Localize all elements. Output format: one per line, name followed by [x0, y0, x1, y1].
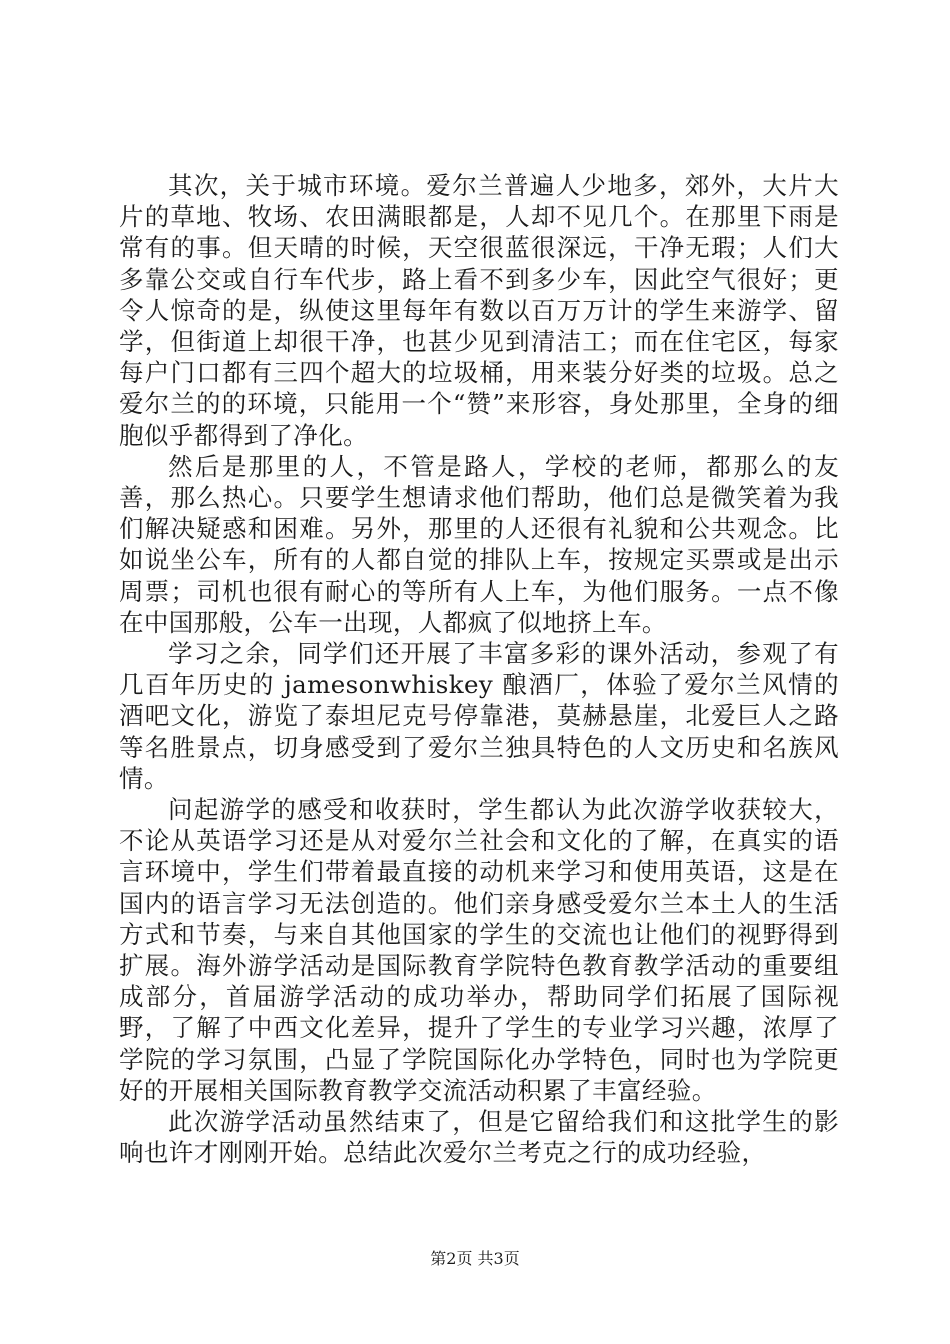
paragraph-environment: 其次，关于城市环境。爱尔兰普遍人少地多，郊外，大片大片的草地、牧场、农田满眼都是，人却不见几个。在那里下雨是常有的事。但天晴的时候，天空很蓝很深远，干净无瑕；人们大多靠公交或自行车代步，路上看不到多少车，因此空气很好；更令人惊奇的是，纵使这里每年有数以百万万计的学生来游学、留学，但街道上却很干净，也甚少见到清洁工；而在住宅区，每家每户门口都有三四个超大的垃圾桶，用来装分好类的垃圾。总之爱尔兰的的环境，只能用一个“赞”来形容，身处那里，全身的细胞似乎都得到了净化。	[119, 171, 839, 450]
paragraph-conclusion: 此次游学活动虽然结束了，但是它留给我们和这批学生的影响也许才刚刚开始。总结此次爱尔兰考克之行的成功经验，	[119, 1107, 839, 1168]
document-body	[119, 170, 839, 1169]
paragraph-gains: 问起游学的感受和收获时，学生都认为此次游学收获较大，不论从英语学习还是从对爱尔兰社会和文化的了解，在真实的语言环境中，学生们带着最直接的动机来学习和使用英语，这是在国内的语言学习无法创造的。他们亲身感受爱尔兰本土人的生活方式和节奏，与来自其他国家的学生的交流也让他们的视野得到扩展。海外游学活动是国际教育学院特色教育教学活动的重要组成部分，首届游学活动的成功举办，帮助同学们拓展了国际视野，了解了中西文化差异，提升了学生的专业学习兴趣，浓厚了学院的学习氛围，凸显了学院国际化办学特色，同时也为学院更好的开展相关国际教育教学交流活动积累了丰富经验。	[119, 795, 839, 1105]
paragraph-activities: 学习之余，同学们还开展了丰富多彩的课外活动，参观了有几百年历史的 jamesonwhiskey 酿酒厂，体验了爱尔兰风情的酒吧文化，游览了泰坦尼克号停靠港，莫赫悬崖，北爱巨人之路等名胜景点，切身感受到了爱尔兰独具特色的人文历史和名族风情。	[119, 639, 839, 793]
page-number-footer: 第2页 共3页	[430, 1249, 520, 1268]
paragraph-people: 然后是那里的人，不管是路人，学校的老师，都那么的友善，那么热心。只要学生想请求他们帮助，他们总是微笑着为我们解决疑惑和困难。另外，那里的人还很有礼貌和公共观念。比如说坐公车，所有的人都自觉的排队上车，按规定买票或是出示周票；司机也很有耐心的等所有人上车，为他们服务。一点不像在中国那般，公车一出现，人都疯了似地挤上车。	[119, 451, 839, 637]
